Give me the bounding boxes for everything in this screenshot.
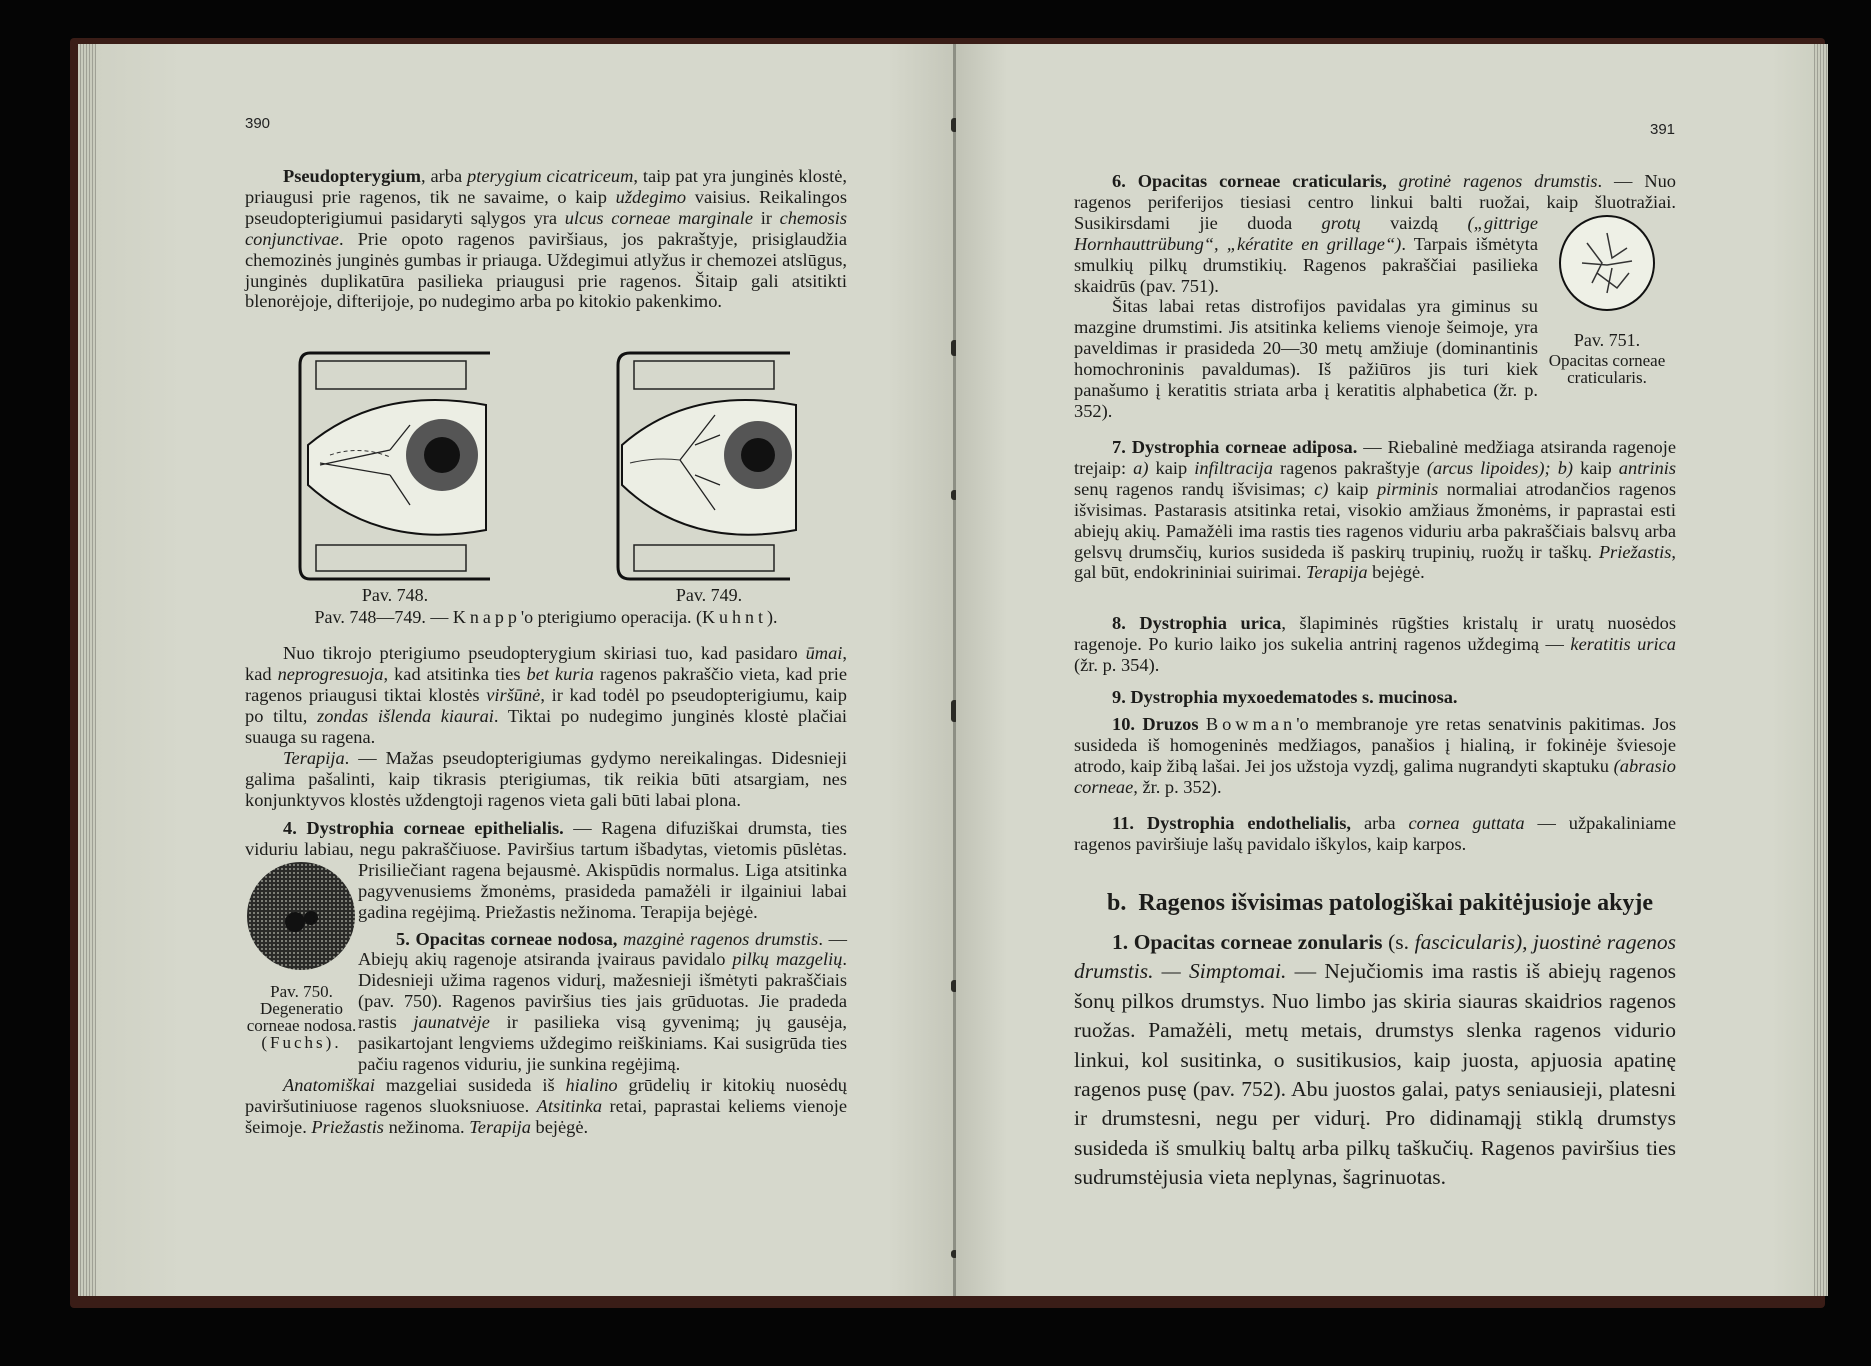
- text-run: arba: [1351, 813, 1409, 833]
- text-run: — Ragena difuziškai drumsta, ties viduriu labiau, negu pakraščiuose. Paviršius tartum išbadytas, vietomis pūslėtas. Prisiliečiant ragena bejausmė. Akispūdis normalus. Liga atsitinka pagyvenusiems žmonėms, prasideda pamažėli ir ilgainiui labai gadina regėjimą. Priežastis nežinoma. Terapija bejėgė.: [245, 818, 847, 922]
- italic-text-run: uždegimo: [615, 186, 687, 207]
- text-run: — užpakaliniame ragenos paviršiuje lašų pavidalo iškylos, kaip karpos.: [1074, 813, 1676, 854]
- italic-text-run: mazginė ragenos drumstis: [623, 928, 819, 949]
- paragraph-differentiation: [245, 643, 847, 748]
- page-number-right: 391: [1650, 121, 1676, 138]
- text-run: Šitas labai retas distrofijos pavidalas yra giminus su mazgine drumstimi. Jis atsitinka keliems vienoje šeimoje, yra paveldimas ir prasideda 20—30 metų amžiuje (dominantinis homochroninis pavaldumas). Iš pažiūros jis turi kiek panašumo į keratitis striata arba į keratitis alphabetica (žr. p. 352).: [1074, 296, 1538, 421]
- section-opacitas-craticularis: [1074, 171, 1676, 422]
- text-run: 'o membranoje yre retas senatvinis pakitimas. Jos susideda iš homogeninės medžiagos, panašios į hialiną, ir fokinėje šviesoje atrodo, kaip žibą lašai. Jei jos užstoja vyzdį, galima nugrandyti skaptuku: [1074, 714, 1676, 776]
- text-run: — Riebalinė medžiaga atsiranda ragenoje trejaip:: [1074, 437, 1677, 478]
- italic-text-run: Atsitinka: [536, 1095, 603, 1116]
- text-run: . — Abiejų akių ragenoje atsiranda įvairaus pavidalo: [358, 928, 847, 970]
- italic-text-run: grotinė ragenos drumstis: [1398, 171, 1598, 191]
- italic-text-run: Terapija: [469, 1116, 531, 1137]
- paragraph-therapy: [245, 748, 847, 811]
- bold-text-run: 6. Opacitas corneae craticularis,: [1112, 171, 1387, 191]
- paragraph-druzos-bowman: [1074, 714, 1676, 798]
- italic-text-run: infiltracija: [1194, 457, 1273, 478]
- bold-text-run: 7. Dystrophia corneae adiposa.: [1112, 437, 1358, 457]
- text-run: žr. p. 352).: [1137, 776, 1222, 797]
- figure-748-label: Pav. 748.: [361, 585, 429, 605]
- bold-text-run: 9. Dystrophia myxoedematodes s. mucinosa.: [1112, 687, 1458, 707]
- figure-749-label: Pav. 749.: [675, 585, 743, 605]
- spaced-name-run: Knapp: [452, 607, 521, 627]
- text-run: kaip: [1328, 478, 1377, 499]
- italic-text-run: hialino: [565, 1074, 618, 1095]
- text-run: . Didesnieji užima ragenos vidurį, mažesnieji išmėtyti pakraščiais (pav. 750). Ragenos paviršius ties jais grūduotas. Jie pradeda rastis: [358, 949, 847, 1033]
- text-run: [1387, 171, 1399, 191]
- figure-751-caption: Opacitas corneae craticularis.: [1548, 351, 1666, 387]
- text-run: , taip pat yra junginės klostė, priaugusi prie ragenos, tik ne savaime, o kaip: [245, 166, 847, 207]
- figure-748-eye-illustration: [290, 345, 490, 587]
- page-edges-right: [1812, 44, 1828, 1296]
- italic-text-run: fascicularis), juostinė ragenos drumstis. — Simptomai.: [1074, 930, 1676, 984]
- paragraph-dystrophia-endothelialis: [1074, 813, 1676, 855]
- italic-text-run: ulcus corneae marginale: [564, 207, 754, 228]
- text-run: [1199, 714, 1206, 734]
- text-run: ir: [753, 207, 780, 228]
- figure-751-cornea-illustration: [1557, 213, 1657, 313]
- text-run: retai, paprastai keliems vienoje šeimoje.: [245, 1095, 848, 1137]
- italic-text-run: Anatomiškai: [283, 1074, 375, 1095]
- spaced-name-run: Bowman: [1205, 714, 1297, 734]
- bold-text-run: 1. Opacitas corneae zonularis: [1112, 930, 1383, 954]
- paragraph-dystrophia-urica: [1074, 613, 1676, 676]
- text-run: mazgeliai susideda iš: [374, 1074, 566, 1095]
- text-run: ).: [767, 607, 778, 627]
- figure-750: [245, 860, 358, 1073]
- text-run: bejėgė.: [530, 1116, 589, 1137]
- figure-750-label: Pav. 750.: [270, 982, 333, 1001]
- italic-text-run: bet kuria: [526, 663, 594, 684]
- italic-text-run: („gittrige Hornhauttrübung“, „kératite en grillage“): [1074, 212, 1538, 254]
- bold-text-run: 8. Dystrophia urica: [1112, 613, 1282, 633]
- text-run: vaisius. Reikalingos pseudopterigiumui pasidaryti sąlygos yra: [245, 186, 847, 228]
- italic-text-run: Priežastis: [311, 1116, 384, 1137]
- section-heading: b. Ragenos išvisimas patologiškai pakitėjusioje akyje: [1107, 890, 1654, 916]
- text-run: grūdelių ir kitokių nuosėdų paviršutiniuose ragenos sluoksniuose.: [245, 1074, 847, 1116]
- text-run: (s.: [1382, 930, 1415, 954]
- bold-text-run: 5. Opacitas corneae nodosa,: [396, 928, 618, 949]
- italic-text-run: c): [1314, 478, 1329, 499]
- text-run: kaip: [1148, 457, 1195, 478]
- spaced-name-run: Kuhnt: [702, 607, 768, 627]
- text-run: , ir kad todėl po pseudopterigiumu, kaip po tiltu,: [245, 684, 847, 726]
- figure-748-749-caption: [245, 607, 847, 627]
- text-run: , kad atsitinka ties: [383, 663, 527, 684]
- page-edges-left: [78, 44, 98, 1296]
- section-dystrophia-epithelialis-and-nodosa: [245, 818, 847, 1138]
- bold-text-run: 10. Druzos: [1112, 714, 1199, 734]
- italic-text-run: grotų: [1321, 212, 1361, 233]
- bold-text-run: Pseudopterygium: [283, 166, 421, 186]
- italic-text-run: pilkų mazgelių: [732, 949, 843, 970]
- italic-text-run: jaunatvėje: [413, 1012, 490, 1033]
- paragraph-opacitas-zonularis: [1074, 928, 1676, 1193]
- italic-text-run: pterygium cicatriceum: [467, 166, 634, 186]
- text-run: normaliai atrodančios ragenos išvisimas. Pastarasis atsitinka retai, visokio amžiaus žmonėms, ir paprastai esti abiejų akių. Pamažėli ima rastis ties ragenos viduriu arba pakraščiais balsvų arba gelsvų drumsčių, kurios susideda iš paskirų trupinių, ruožų ir taškų.: [1074, 478, 1677, 562]
- text-run: . — Nuo ragenos periferijos tiesiasi centro linkui balti ruožai, kaip šluotražiai. Susikirsdami jie duoda: [1074, 171, 1676, 233]
- figure-751: [1538, 213, 1676, 413]
- italic-text-run: a): [1133, 457, 1149, 478]
- italic-text-run: neprogresuoja: [277, 663, 384, 684]
- text-run: Nuo tikrojo pterigiumo pseudopterygium skiriasi tuo, kad pasidaro: [283, 643, 806, 663]
- italic-text-run: antrinis: [1618, 457, 1677, 478]
- text-run: . Tiktai po nudegimo junginės klostė plačiai suauga su ragena.: [245, 705, 847, 747]
- figure-749-eye-illustration: [600, 345, 800, 587]
- text-run: vaizdą: [1360, 212, 1468, 233]
- text-run: 'o pterigiumo operacija. (: [520, 607, 703, 627]
- bold-text-run: 4. Dystrophia corneae epithelialis.: [283, 818, 564, 838]
- text-run: . Prie opoto ragenos paviršiaus, jos pakraštyje, prisiglaudžia chemozinės junginės gumbas ir priauga. Uždegimui atlyžus ir chemozei atslūgus, junginės duplikatūra pasilieka priaugusi prie ragenos. Šitaip gali atsitikti blenorėjoje, difterijoje, po nudegimo arba po kitokio pakenkimo.: [245, 228, 847, 312]
- italic-text-run: pirminis: [1376, 478, 1439, 499]
- text-run: , kad: [245, 643, 847, 684]
- italic-text-run: keratitis urica: [1570, 633, 1676, 654]
- paragraph-pseudopterygium: [245, 166, 847, 312]
- italic-text-run: Priežastis: [1598, 541, 1672, 562]
- text-run: ragenos pakraštyje: [1272, 457, 1427, 478]
- text-run: ir pasilieka visą gyvenimą; jų gausėja, pasikartojant lengviems uždegimo reiškiniams. Kai susigrūda ties pačiu ragenos viduriu, jie sunkina regėjimą.: [358, 1012, 847, 1074]
- text-run: ragenos pakraščio vieta, kad prie ragenos priaugusi tiktai klostės: [245, 663, 847, 705]
- italic-text-run: viršūnė: [486, 684, 541, 705]
- figure-750-caption-line1: Degeneratio: [259, 999, 344, 1018]
- text-run: . — Mažas pseudopterigiumas gydymo nereikalingas. Didesnieji galima pašalinti, kaip tikrasis pterigiumas, tik reikia būti atsargiam, nes konjunktyvos klostės uždengtoji ragenos vieta gali būti labai plona.: [245, 748, 847, 810]
- text-run: bejėgė.: [1367, 562, 1425, 583]
- text-run: kaip: [1573, 457, 1619, 478]
- paragraph-dystrophia-myxoedematodes: [1074, 687, 1676, 708]
- text-run: (žr. p. 354).: [1074, 654, 1160, 675]
- italic-text-run: cornea guttata: [1408, 813, 1525, 833]
- figure-750-author: (Fuchs).: [261, 1033, 342, 1052]
- text-run: senų ragenos randų išvisimas;: [1074, 478, 1315, 499]
- italic-text-run: ūmai: [805, 643, 843, 663]
- text-run: , gal būt, endokrininiai suirimai.: [1074, 541, 1676, 583]
- text-run: , arba: [420, 166, 468, 186]
- bold-text-run: 11. Dystrophia endothelialis,: [1112, 813, 1352, 833]
- paragraph-anatomy: [245, 1075, 847, 1138]
- text-run: Pav. 748—749. —: [314, 607, 453, 627]
- italic-text-run: (abrasio corneae,: [1074, 755, 1676, 797]
- italic-text-run: Terapija: [1305, 562, 1368, 583]
- italic-text-run: chemosis conjunctivae: [245, 207, 848, 249]
- paragraph-dystrophia-adiposa: [1074, 437, 1676, 583]
- text-run: . Tarpais išmėtyta smulkių pilkų drumstikių. Ragenos pakraščiai pasilieka skaidrūs (pav. 751).: [1074, 233, 1538, 296]
- figure-750-caption-line2: corneae nodosa.: [246, 1016, 357, 1035]
- figure-751-label: Pav. 751.: [1573, 330, 1641, 350]
- page-number-left: 390: [245, 115, 271, 132]
- italic-text-run: zondas išlenda kiaurai: [317, 705, 494, 726]
- italic-text-run: Terapija: [283, 748, 345, 768]
- italic-text-run: (arcus lipoides); b): [1426, 457, 1574, 478]
- text-run: , šlapiminės rūgšties kristalų ir uratų nuosėdos ragenoje. Po kurio laiko jos sukelia antrinį ragenos uždegimą —: [1074, 613, 1676, 654]
- text-run: — Nejučiomis ima rastis iš abiejų ragenos šonų pilkos drumstys. Nuo limbo jas skiria siauras skaidrios ragenos ruožas. Pamažėli, metų metais, drumstys slenka ragenos vidurio linkui, kol susitinka, o susitikusios, kaip juosta, apjuosia apatinę ragenos pusę (pav. 752). Abu juostos galai, patys seniausieji, platesni ir drumstesni, negu per vidurį. Pro didinamąjį stiklą drumstys susideda iš smulkių baltų arba pilkų taškučių. Ragenos paviršius ties sudrumstėjusia vieta neplynas, šagrinuotas.: [1074, 959, 1676, 1190]
- figure-750-cornea-illustration: [245, 860, 357, 972]
- text-run: nežinoma.: [383, 1116, 470, 1137]
